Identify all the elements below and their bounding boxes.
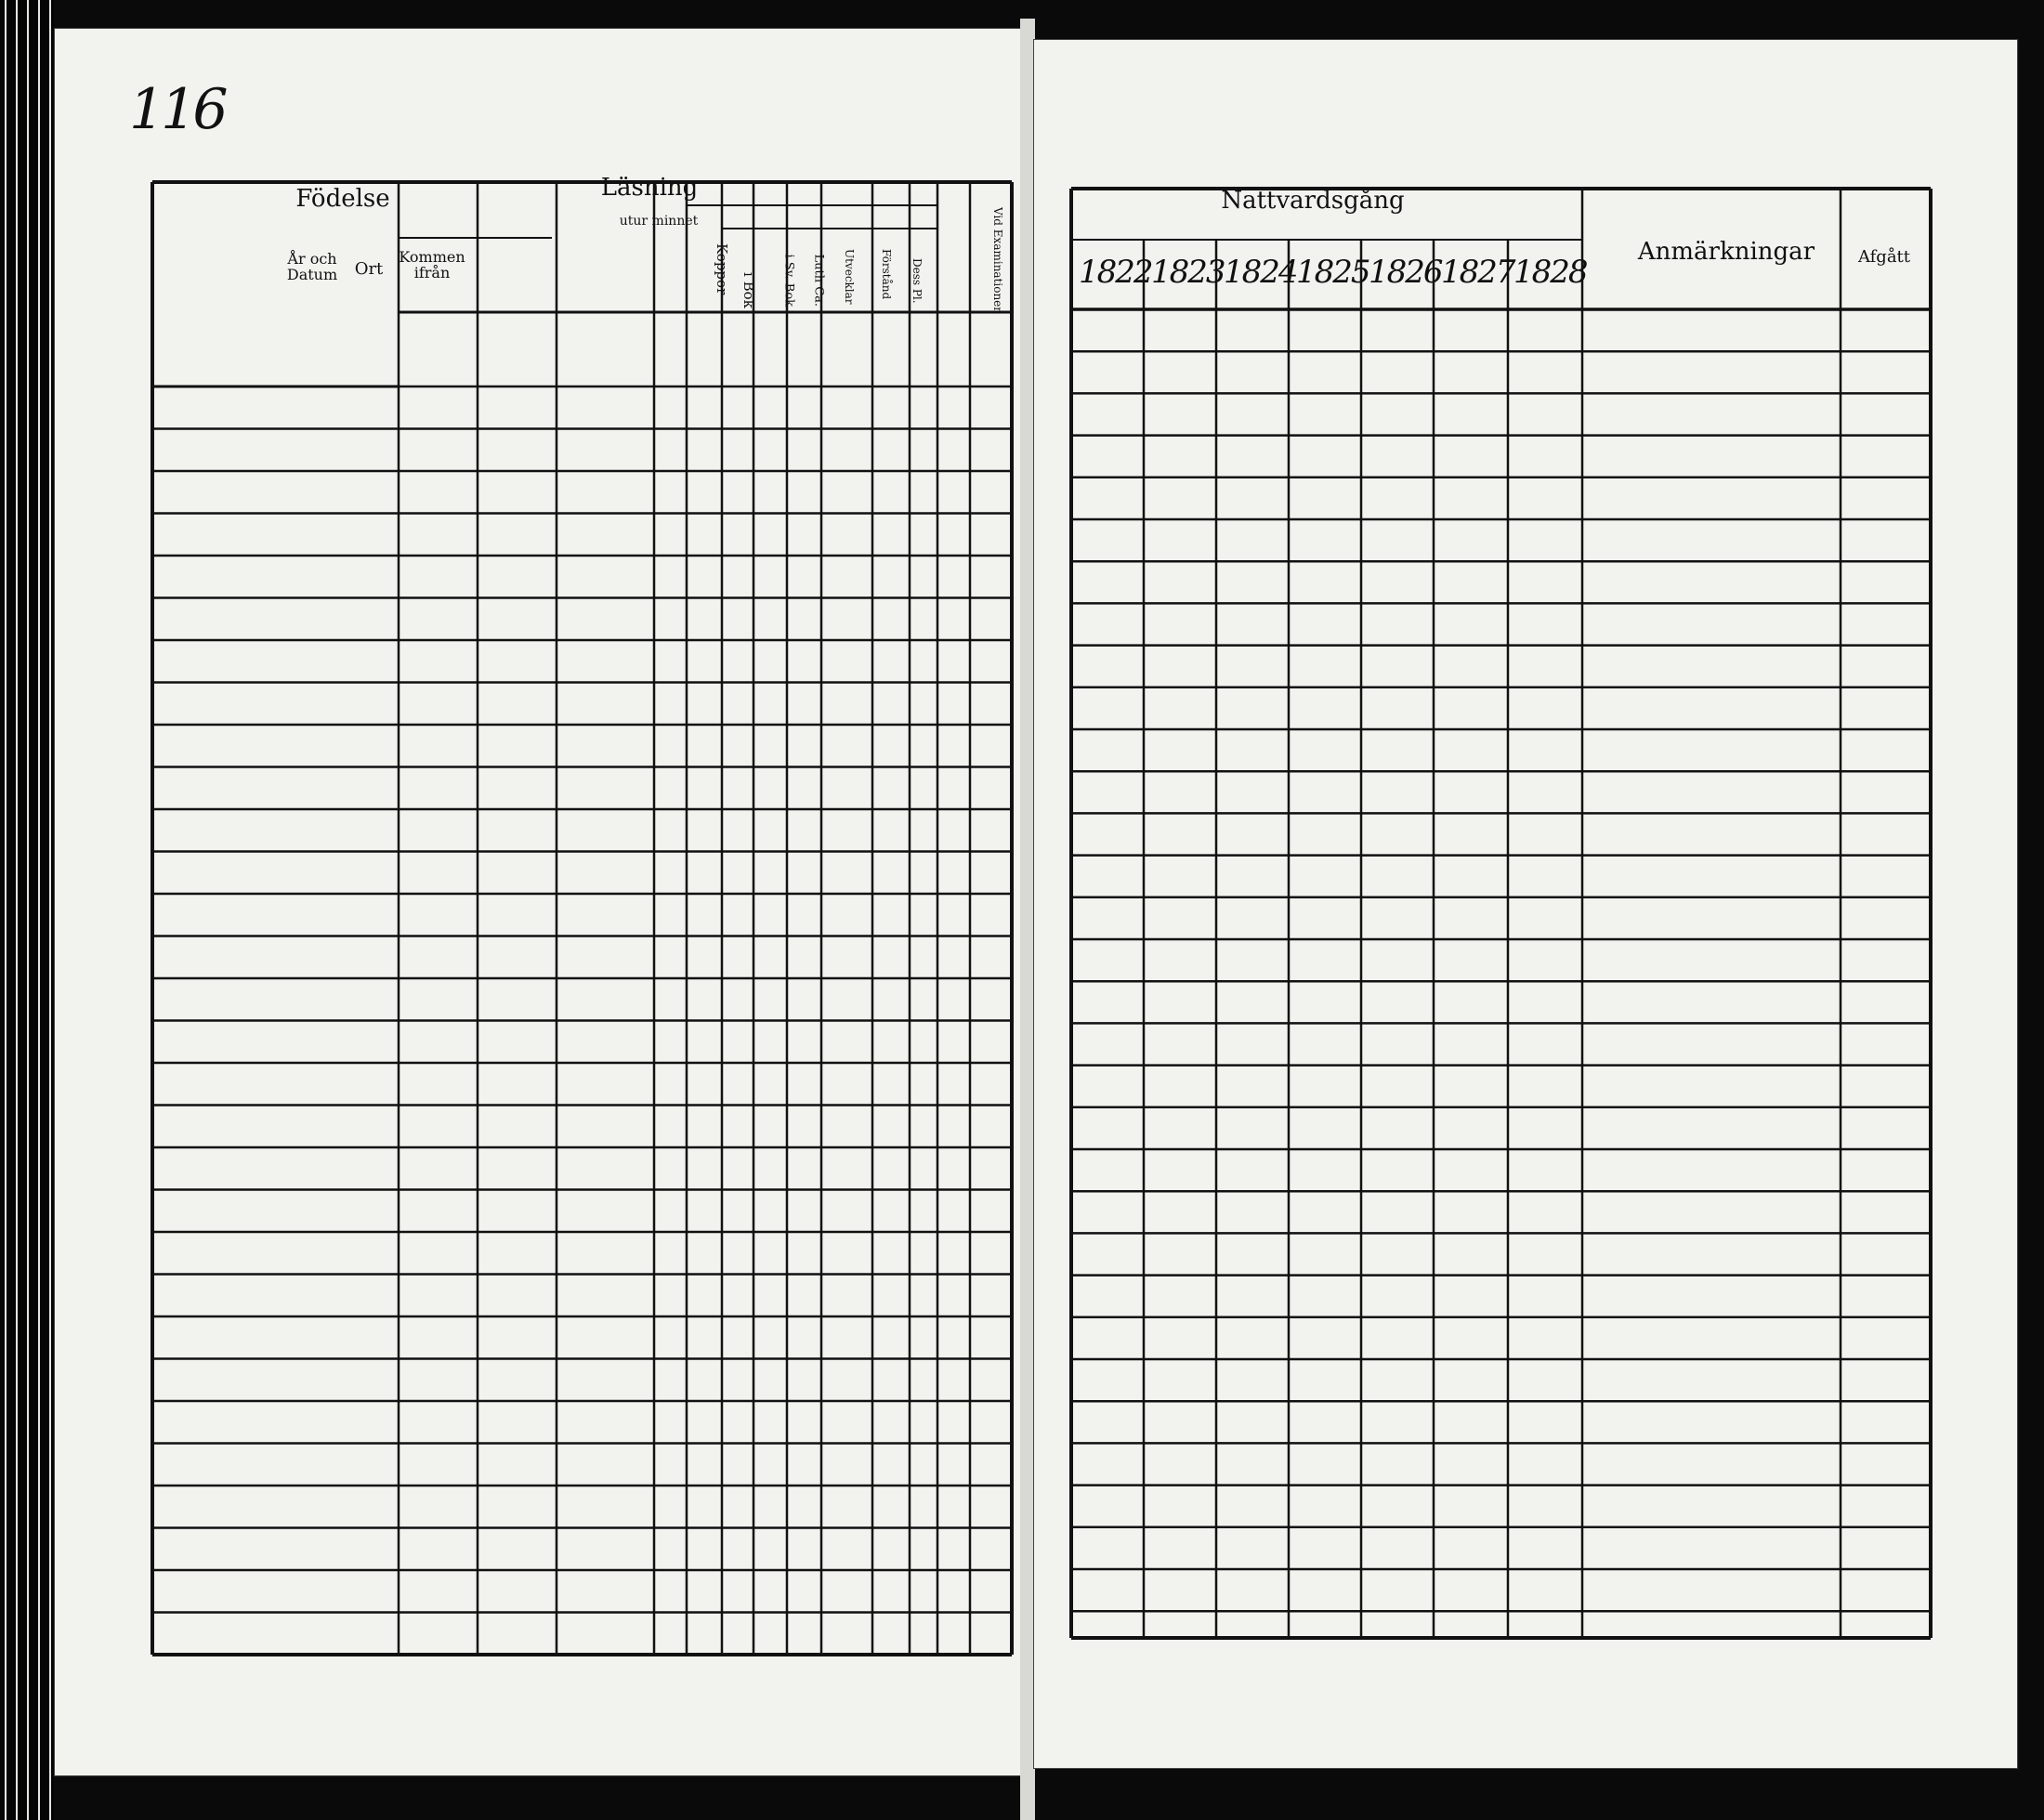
reading-header: Läsning [600,174,699,202]
birth-date-header: År och Datum [286,250,338,283]
year-1826: 1826 [1369,254,1442,291]
communion-header: Nattvardsgång [1221,187,1405,215]
year-1824: 1824 [1224,254,1297,291]
departure-header: Afgått [1857,247,1911,267]
smallpox-header: Koppor [714,243,730,295]
came-from-header: Kommen ifrån [399,248,465,282]
right-page [1033,39,2018,1769]
year-1822: 1822 [1079,254,1152,291]
year-1823: 1823 [1151,254,1225,291]
remarks-header: Anmärkningar [1637,238,1815,266]
year-1827: 1827 [1441,254,1514,291]
reading-book-header: i Bok [740,272,757,308]
reading-col-3: Utvecklar [843,249,856,305]
reading-sub-header: utur minnet [619,214,699,229]
birth-header: Födelse [295,185,390,213]
examination-header: Vid Examinationen [991,207,1004,315]
reading-col-5: Dess Pl. [911,258,924,304]
reading-col-2: Luth Ca. [811,254,826,308]
page-number: 116 [129,77,225,142]
year-1828: 1828 [1513,254,1587,291]
right-register-grid [1034,40,2017,1768]
left-page [54,28,1027,1776]
birth-place-header: Ort [354,259,384,279]
book-binding [0,0,54,1820]
reading-col-1: i Sv. Bok [781,254,796,308]
year-1825: 1825 [1296,254,1369,291]
reading-col-4: Förstånd [880,249,893,300]
